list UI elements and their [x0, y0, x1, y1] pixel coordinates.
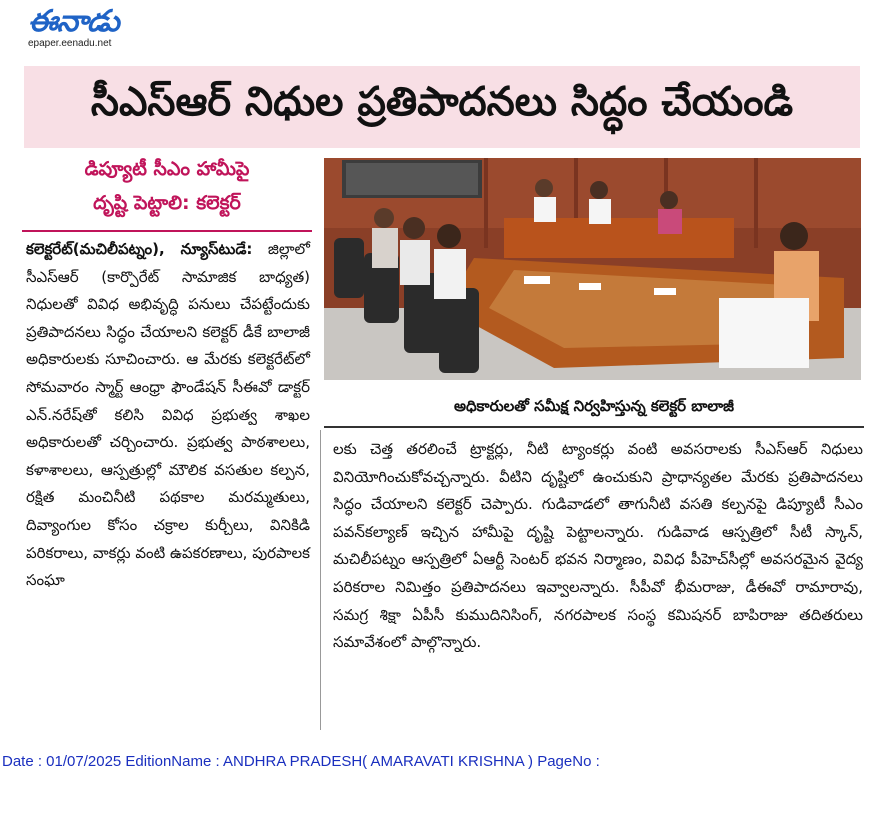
body-left-text: జిల్లాలో సీఎస్ఆర్ (కార్పొరేట్ సామాజిక బాధ్యత) నిధులతో వివిధ అభివృద్ధి పనులు చేపట్టేందుకు ప్రతిపాదనలు సిద్ధం చేయాలని కలెక్టర్ డీకే బాలాజీ అధికారులకు సూచించారు. ఆ మేరకు కలెక్టరేట్‌లో సోమవారం స్మార్ట్ ఆంధ్రా ఫౌండేషన్ సీఈవో డాక్టర్ ఎన్.నరేష్‌తో కలిసి వివిధ ప్రభుత్వ శాఖల అధికారులతో చర్చించారు. ప్రభుత్వ పాఠశాలలు, కళాశాలలు, ఆస్పత్రుల్లో మౌలిక వసతుల కల్పన, రక్షిత మంచినీటి పథకాల మరమ్మతులు, దివ్యాంగుల కోసం చక్రాల కుర్చీలు, వినికిడి పరికరాలు, వాకర్లు వంటి ఉపకరణాలు, పురపాలక సంఘా	[26, 240, 310, 590]
headline: సీఎస్ఆర్ నిధుల ప్రతిపాదనలు సిద్ధం చేయండి	[90, 79, 794, 125]
headline-band	[24, 66, 860, 148]
meeting-photo	[324, 158, 861, 380]
dateline: కలెక్టరేట్(మచిలీపట్నం), న్యూస్‌టుడే:	[26, 240, 253, 258]
column-divider	[320, 430, 321, 730]
edition-footer: Date : 01/07/2025 EditionName : ANDHRA PRADESH( AMARAVATI KRISHNA ) PageNo :	[2, 753, 600, 770]
article-body-right	[333, 436, 863, 732]
body-right-text: లకు చెత్త తరలించే ట్రాక్టర్లు, నీటి ట్యాంకర్లు వంటి అవసరాలకు సీఎస్ఆర్ నిధులు వినియోగించుకోవచ్చన్నారు. వీటిని దృష్టిలో ఉంచుకుని ప్రాధాన్యతల మేరకు ప్రతిపాదనలు సిద్ధం చేయాలని కలెక్టర్ చెప్పారు. గుడివాడలో తాగునీటి వసతి కల్పనపై డిప్యూటీ సీఎం పవన్‌కల్యాణ్ ఇచ్చిన హామీపై దృష్టి పెట్టాలన్నారు. గుడివాడ ఆస్పత్రిలో సీటీ స్కాన్, మచిలీపట్నం ఆస్పత్రిలో ఏఆర్టీ సెంటర్ భవన నిర్మాణం, వివిధ పీహెచ్‌సీల్లో అవసరమైన వైద్య పరికరాల నిమిత్తం ప్రతిపాదనలు ఇవ్వాలన్నారు. సీపీవో భీమరాజు, డీఈవో రామారావు, సమగ్ర శిక్షా ఏపీసీ కుముదినిసింగ్, నగరపాలక సంస్థ కమిషనర్ బాపిరాజు తదితరులు సమావేశంలో పాల్గొన్నారు.	[333, 440, 863, 652]
logo-url: epaper.eenadu.net	[28, 38, 112, 49]
logo-text: ఈనాడు	[28, 4, 119, 39]
photo-caption: అధికారులతో సమీక్ష నిర్వహిస్తున్న కలెక్టర్ బాలాజీ	[324, 386, 864, 428]
subhead-line-1: డిప్యూటీ సీఎం హామీపై	[84, 158, 250, 180]
eenadu-logo	[28, 4, 140, 50]
article-body-left	[26, 236, 310, 732]
subhead	[22, 152, 312, 232]
subhead-line-2: దృష్టి పెట్టాలి: కలెక్టర్	[93, 192, 241, 214]
